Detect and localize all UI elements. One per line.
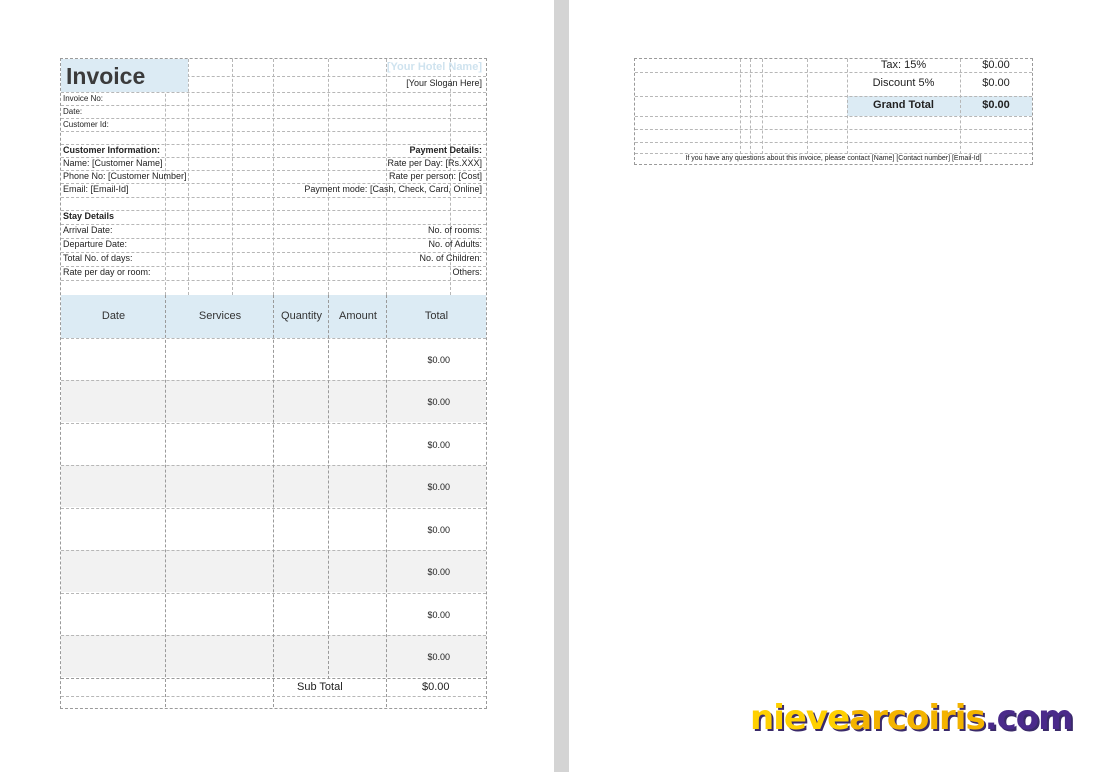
date-label: Date: (63, 107, 83, 116)
hotel-name[interactable]: [Your Hotel Name] (386, 61, 482, 73)
row-total: $0.00 (427, 482, 450, 492)
page-one (0, 0, 554, 772)
grid-line (635, 116, 1032, 117)
row-total: $0.00 (427, 440, 450, 450)
column-divider (165, 295, 166, 707)
grid-line (750, 59, 751, 154)
row-total: $0.00 (427, 397, 450, 407)
site-watermark (750, 698, 1073, 738)
customer-heading: Customer Information: (63, 145, 161, 155)
grid-line (635, 72, 1032, 73)
page-two (569, 0, 1118, 772)
children-label: No. of Children: (419, 253, 482, 263)
grid-line (61, 678, 486, 679)
col-quantity: Quantity (281, 310, 322, 322)
customer-id-label: Customer Id: (63, 120, 109, 129)
grid-line (61, 197, 486, 198)
grid-line (386, 59, 387, 295)
invoice-title: Invoice (66, 63, 146, 89)
invoice-sheet (60, 58, 487, 709)
row-total: $0.00 (427, 610, 450, 620)
grid-line (273, 59, 274, 295)
grid-line (61, 224, 486, 225)
customer-phone[interactable]: Phone No: [Customer Number] (63, 171, 187, 181)
row-total: $0.00 (427, 652, 450, 662)
customer-email[interactable]: Email: [Email-Id] (63, 184, 129, 194)
grid-line (61, 280, 486, 281)
grid-line (635, 129, 1032, 130)
grid-line (61, 118, 486, 119)
grid-line (61, 696, 486, 697)
total-days-label: Total No. of days: (63, 253, 133, 263)
customer-name[interactable]: Name: [Customer Name] (63, 158, 163, 168)
watermark-part-three: .com (984, 698, 1073, 738)
grid-line (635, 142, 1032, 143)
grid-line (635, 96, 1032, 97)
col-services: Services (198, 310, 242, 322)
rate-per-day[interactable]: Rate per Day: [Rs.XXX] (387, 158, 482, 168)
grid-line (61, 105, 486, 106)
grid-line (762, 59, 763, 154)
discount-value: $0.00 (982, 77, 1010, 89)
watermark-part-one: nieve (750, 698, 850, 738)
grid-line (61, 210, 486, 211)
page-gutter (554, 0, 569, 772)
invoice-no-label: Invoice No: (63, 94, 104, 103)
grid-line (61, 131, 486, 132)
grid-line (807, 59, 808, 154)
col-total: Total (424, 310, 449, 322)
slogan[interactable]: [Your Slogan Here] (406, 78, 482, 88)
departure-date-label: Departure Date: (63, 239, 128, 249)
others-label: Others: (452, 267, 482, 277)
rooms-label: No. of rooms: (427, 225, 482, 235)
column-divider (386, 295, 387, 707)
subtotal-value: $0.00 (422, 681, 450, 693)
adults-label: No. of Adults: (428, 239, 482, 249)
grid-line (232, 59, 233, 295)
payment-heading: Payment Details: (409, 145, 482, 155)
watermark-part-two: arcoiris (849, 698, 985, 738)
contact-note: If you have any questions about this invoice, please contact [Name] [Contact number] [Email-Id] (685, 155, 982, 162)
rate-per-room-label: Rate per day or room: (63, 267, 151, 277)
grid-line (740, 59, 741, 154)
rate-per-person[interactable]: Rate per person: [Cost] (388, 171, 482, 181)
tax-value: $0.00 (982, 59, 1010, 71)
grid-line (61, 92, 486, 93)
summary-sheet (634, 58, 1033, 165)
row-total: $0.00 (427, 525, 450, 535)
col-date: Date (101, 310, 126, 322)
stay-heading: Stay Details (63, 211, 115, 221)
arrival-date-label: Arrival Date: (63, 225, 113, 235)
payment-mode[interactable]: Payment mode: [Cash, Check, Card, Online] (304, 184, 482, 194)
grid-line (328, 59, 329, 295)
grand-total-label: Grand Total (873, 99, 934, 111)
discount-label: Discount 5% (872, 77, 935, 89)
subtotal-label: Sub Total (297, 681, 343, 693)
grand-total-value: $0.00 (982, 99, 1010, 111)
grid-line (188, 59, 189, 295)
tax-label: Tax: 15% (880, 59, 927, 71)
row-total: $0.00 (427, 567, 450, 577)
column-divider (273, 295, 274, 707)
col-amount: Amount (339, 310, 377, 322)
column-divider (328, 295, 329, 679)
row-total: $0.00 (427, 355, 450, 365)
